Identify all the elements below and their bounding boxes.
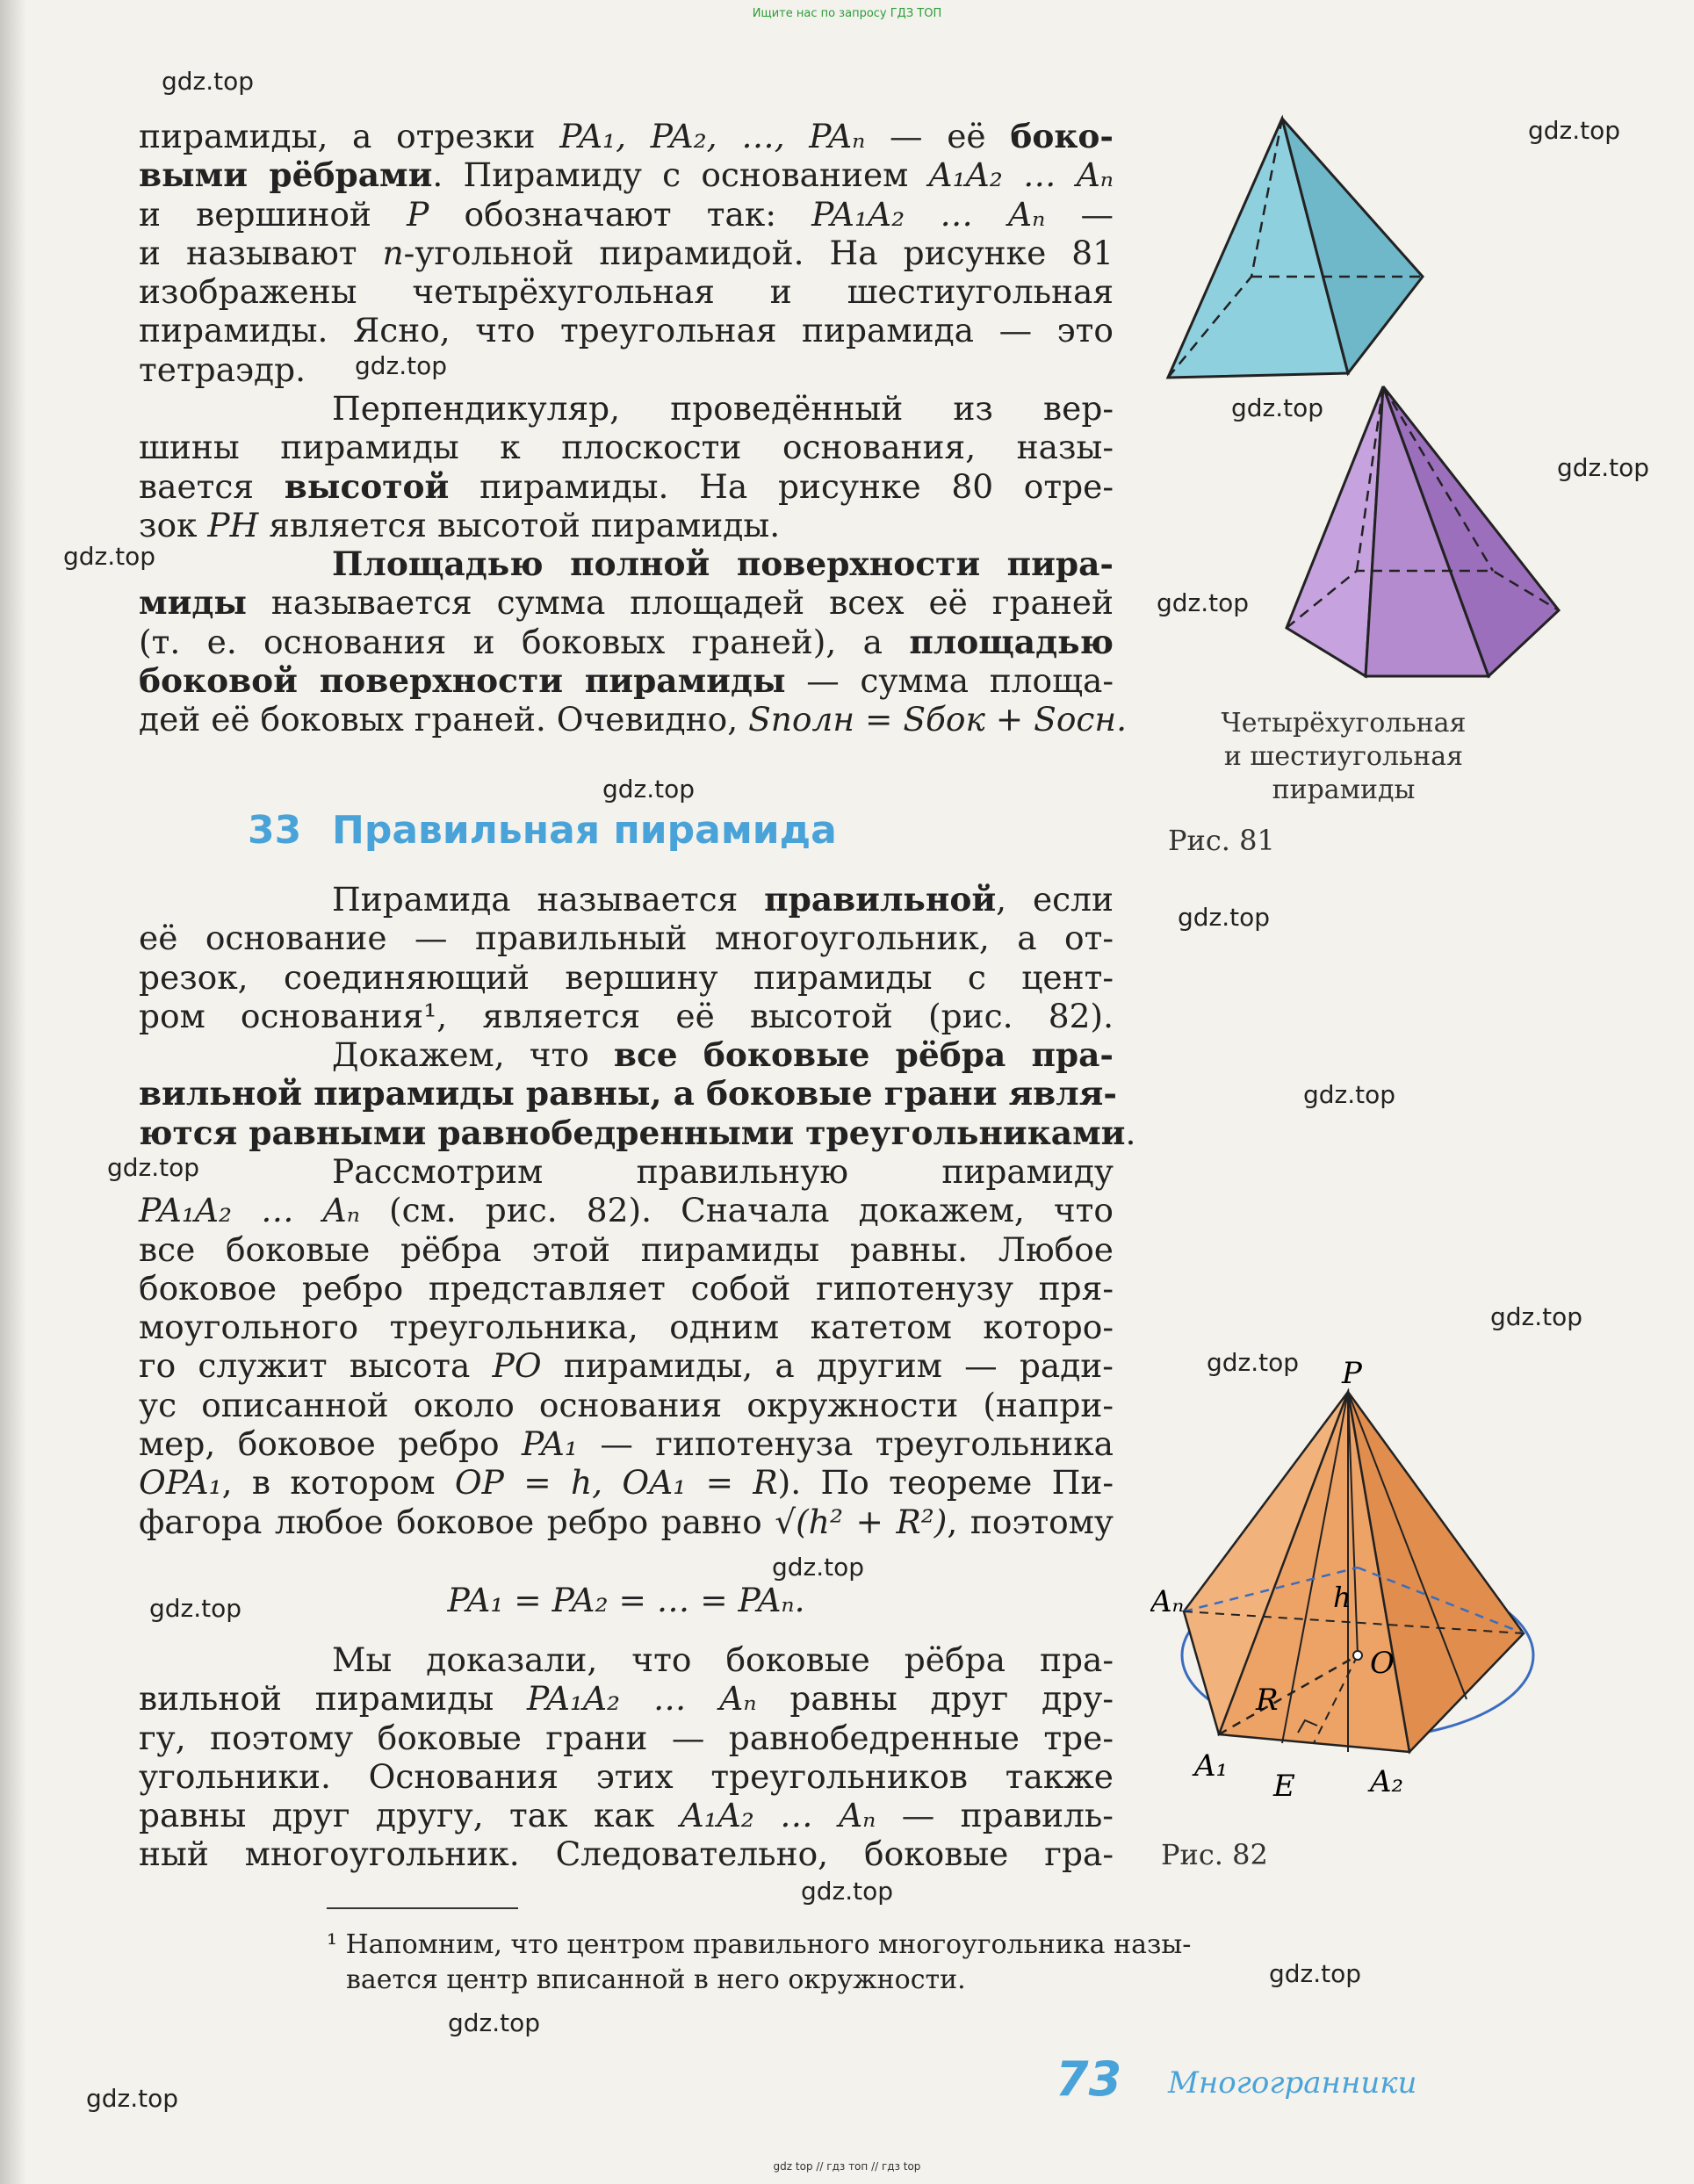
text-line: ются равными равнобедренными треугольниками. [139,1113,1136,1152]
label-h: h [1333,1581,1352,1614]
figure-81-caption: Четырёхугольная и шестиугольная пирамиды [1221,708,1467,805]
watermark: gdz.top [1178,903,1271,932]
text-line: её основание — правильный многоугольник, а от- [139,919,1114,958]
text-line: изображены четырёхугольная и шестиугольная [139,272,1114,312]
paragraph-1 [139,117,1114,389]
watermark: gdz.top [1207,1348,1300,1377]
paragraph-6 [139,1152,1114,1541]
formula-row [139,1581,1114,1619]
watermark: gdz.top [602,775,696,804]
label-A1: A₁ [1194,1748,1229,1784]
text-line: Мы доказали, что боковые рёбра пра- [332,1640,1114,1679]
text-line: моугольного треугольника, одним катетом которо- [139,1308,1114,1347]
text-line: фагора любое боковое ребро равно √(h² + R²), поэтому [139,1502,1114,1541]
text-line: ром основания¹, является её высотой (рис. 82). [139,996,1114,1035]
label-P: P [1342,1356,1362,1391]
page-shadow [0,0,26,2184]
text-line: и вершиной P обозначают так: PA₁A₂ … Aₙ — [139,194,1114,234]
watermark: gdz.top [1528,116,1621,145]
text-line: шины пирамиды к плоскости основания, назы- [139,428,1114,467]
watermark: gdz.top [107,1153,200,1182]
bottom-banner: gdz top // гдз топ // гдз top [773,2160,921,2173]
text-line: Площадью полной поверхности пира- [332,544,1114,583]
label-E: E [1273,1769,1295,1804]
watermark: gdz.top [355,351,448,380]
figure-82-regular-pyramid [1150,1348,1546,1822]
text-line: го служит высота PO пирамиды, а другим — ради- [139,1346,1114,1386]
text-line: вается высотой пирамиды. На рисунке 80 отре- [139,466,1114,506]
text-line: мер, боковое ребро PA₁ — гипотенуза треугольника [139,1424,1114,1464]
text-line: пирамиды. Ясно, что треугольная пирамида — это [139,311,1114,350]
text-line: PA₁A₂ … Aₙ (см. рис. 82). Сначала докажем, что [139,1191,1114,1230]
text-line: Пирамида называется правильной, если [332,880,1114,919]
text-line: гу, поэтому боковые грани — равнобедренные тре- [139,1718,1114,1757]
paragraph-5 [139,1035,1136,1152]
section-number: 33 [248,808,302,853]
watermark: gdz.top [162,67,255,96]
text-line: Рассмотрим правильную пирамиду [332,1152,1114,1191]
formula: PA₁ = PA₂ = … = PAₙ. [447,1581,805,1619]
paragraph-3 [139,544,1128,739]
chapter-name: Многогранники [1168,2065,1417,2101]
text-line: резок, соединяющий вершину пирамиды с цент- [139,957,1114,997]
watermark: gdz.top [772,1553,865,1582]
paragraph-2 [139,389,1114,544]
text-line: OPA₁, в котором OP = h, OA₁ = R). По теореме Пи- [139,1463,1114,1503]
watermark: gdz.top [1157,588,1250,617]
label-A2: A₂ [1370,1764,1404,1799]
footnote: ¹ Напомним, что центром правильного многоугольника назы- вается центр вписанной в него окружности. [327,1929,1192,1995]
text-line: угольники. Основания этих треугольников также [139,1756,1114,1796]
watermark: gdz.top [1557,453,1650,482]
paragraph-4 [139,880,1114,1035]
figure-81-quad-pyramid [1159,110,1440,382]
text-line: (т. е. основания и боковых граней), а площадью [139,622,1114,661]
watermark: gdz.top [1490,1302,1583,1331]
watermark: gdz.top [149,1594,242,1623]
text-line: боковой поверхности пирамиды — сумма площа- [139,660,1114,700]
watermark: gdz.top [1269,1959,1362,1988]
text-line: ный многоугольник. Следовательно, боковые гра- [139,1834,1114,1874]
page-number: 73 [1056,2051,1122,2107]
watermark: gdz.top [448,2008,541,2037]
watermark: gdz.top [1303,1080,1396,1109]
text-line: миды называется сумма площадей всех её граней [139,583,1114,623]
text-line: Докажем, что все боковые рёбра пра- [332,1035,1114,1074]
label-R: R [1256,1683,1279,1718]
text-line: выми рёбрами. Пирамиду с основанием A₁A₂ … Aₙ [139,155,1114,195]
watermark: gdz.top [1231,393,1324,422]
text-line: ус описанной около основания окружности (напри- [139,1385,1114,1424]
label-O: O [1370,1646,1395,1681]
text-line: вильной пирамиды равны, а боковые грани явля- [139,1074,1117,1114]
paragraph-7 [139,1640,1114,1874]
text-line: дей её боковых граней. Очевидно, Sполн = Sбок + Sосн. [139,700,1128,739]
text-line: все боковые рёбра этой пирамиды равны. Любое [139,1229,1114,1269]
text-line: пирамиды, а отрезки PA₁, PA₂, …, PAₙ — её боко- [139,117,1114,155]
text-line: равны друг другу, так как A₁A₂ … Aₙ — правиль- [139,1796,1114,1835]
footnote-rule [327,1907,518,1909]
text-line: тетраэдр. [139,350,306,389]
text-line: зок PH является высотой пирамиды. [139,505,781,544]
text-line: вильной пирамиды PA₁A₂ … Aₙ равны друг дру- [139,1679,1114,1719]
watermark: gdz.top [63,542,156,571]
figure-81-label: Рис. 81 [1168,824,1275,857]
section-title: Правильная пирамида [332,808,837,853]
watermark: gdz.top [86,2084,179,2113]
text-line: Перпендикуляр, проведённый из вер- [332,389,1114,428]
text-line: и называют n-угольной пирамидой. На рисунке 81 [139,233,1114,272]
figure-81-hex-pyramid [1278,382,1568,681]
top-banner: Ищите нас по запросу ГДЗ ТОП [752,7,942,20]
label-An: Aₙ [1150,1584,1185,1619]
text-line: боковое ребро представляет собой гипотенузу пря- [139,1268,1114,1308]
watermark: gdz.top [801,1877,894,1906]
figure-82-label: Рис. 82 [1161,1838,1268,1871]
